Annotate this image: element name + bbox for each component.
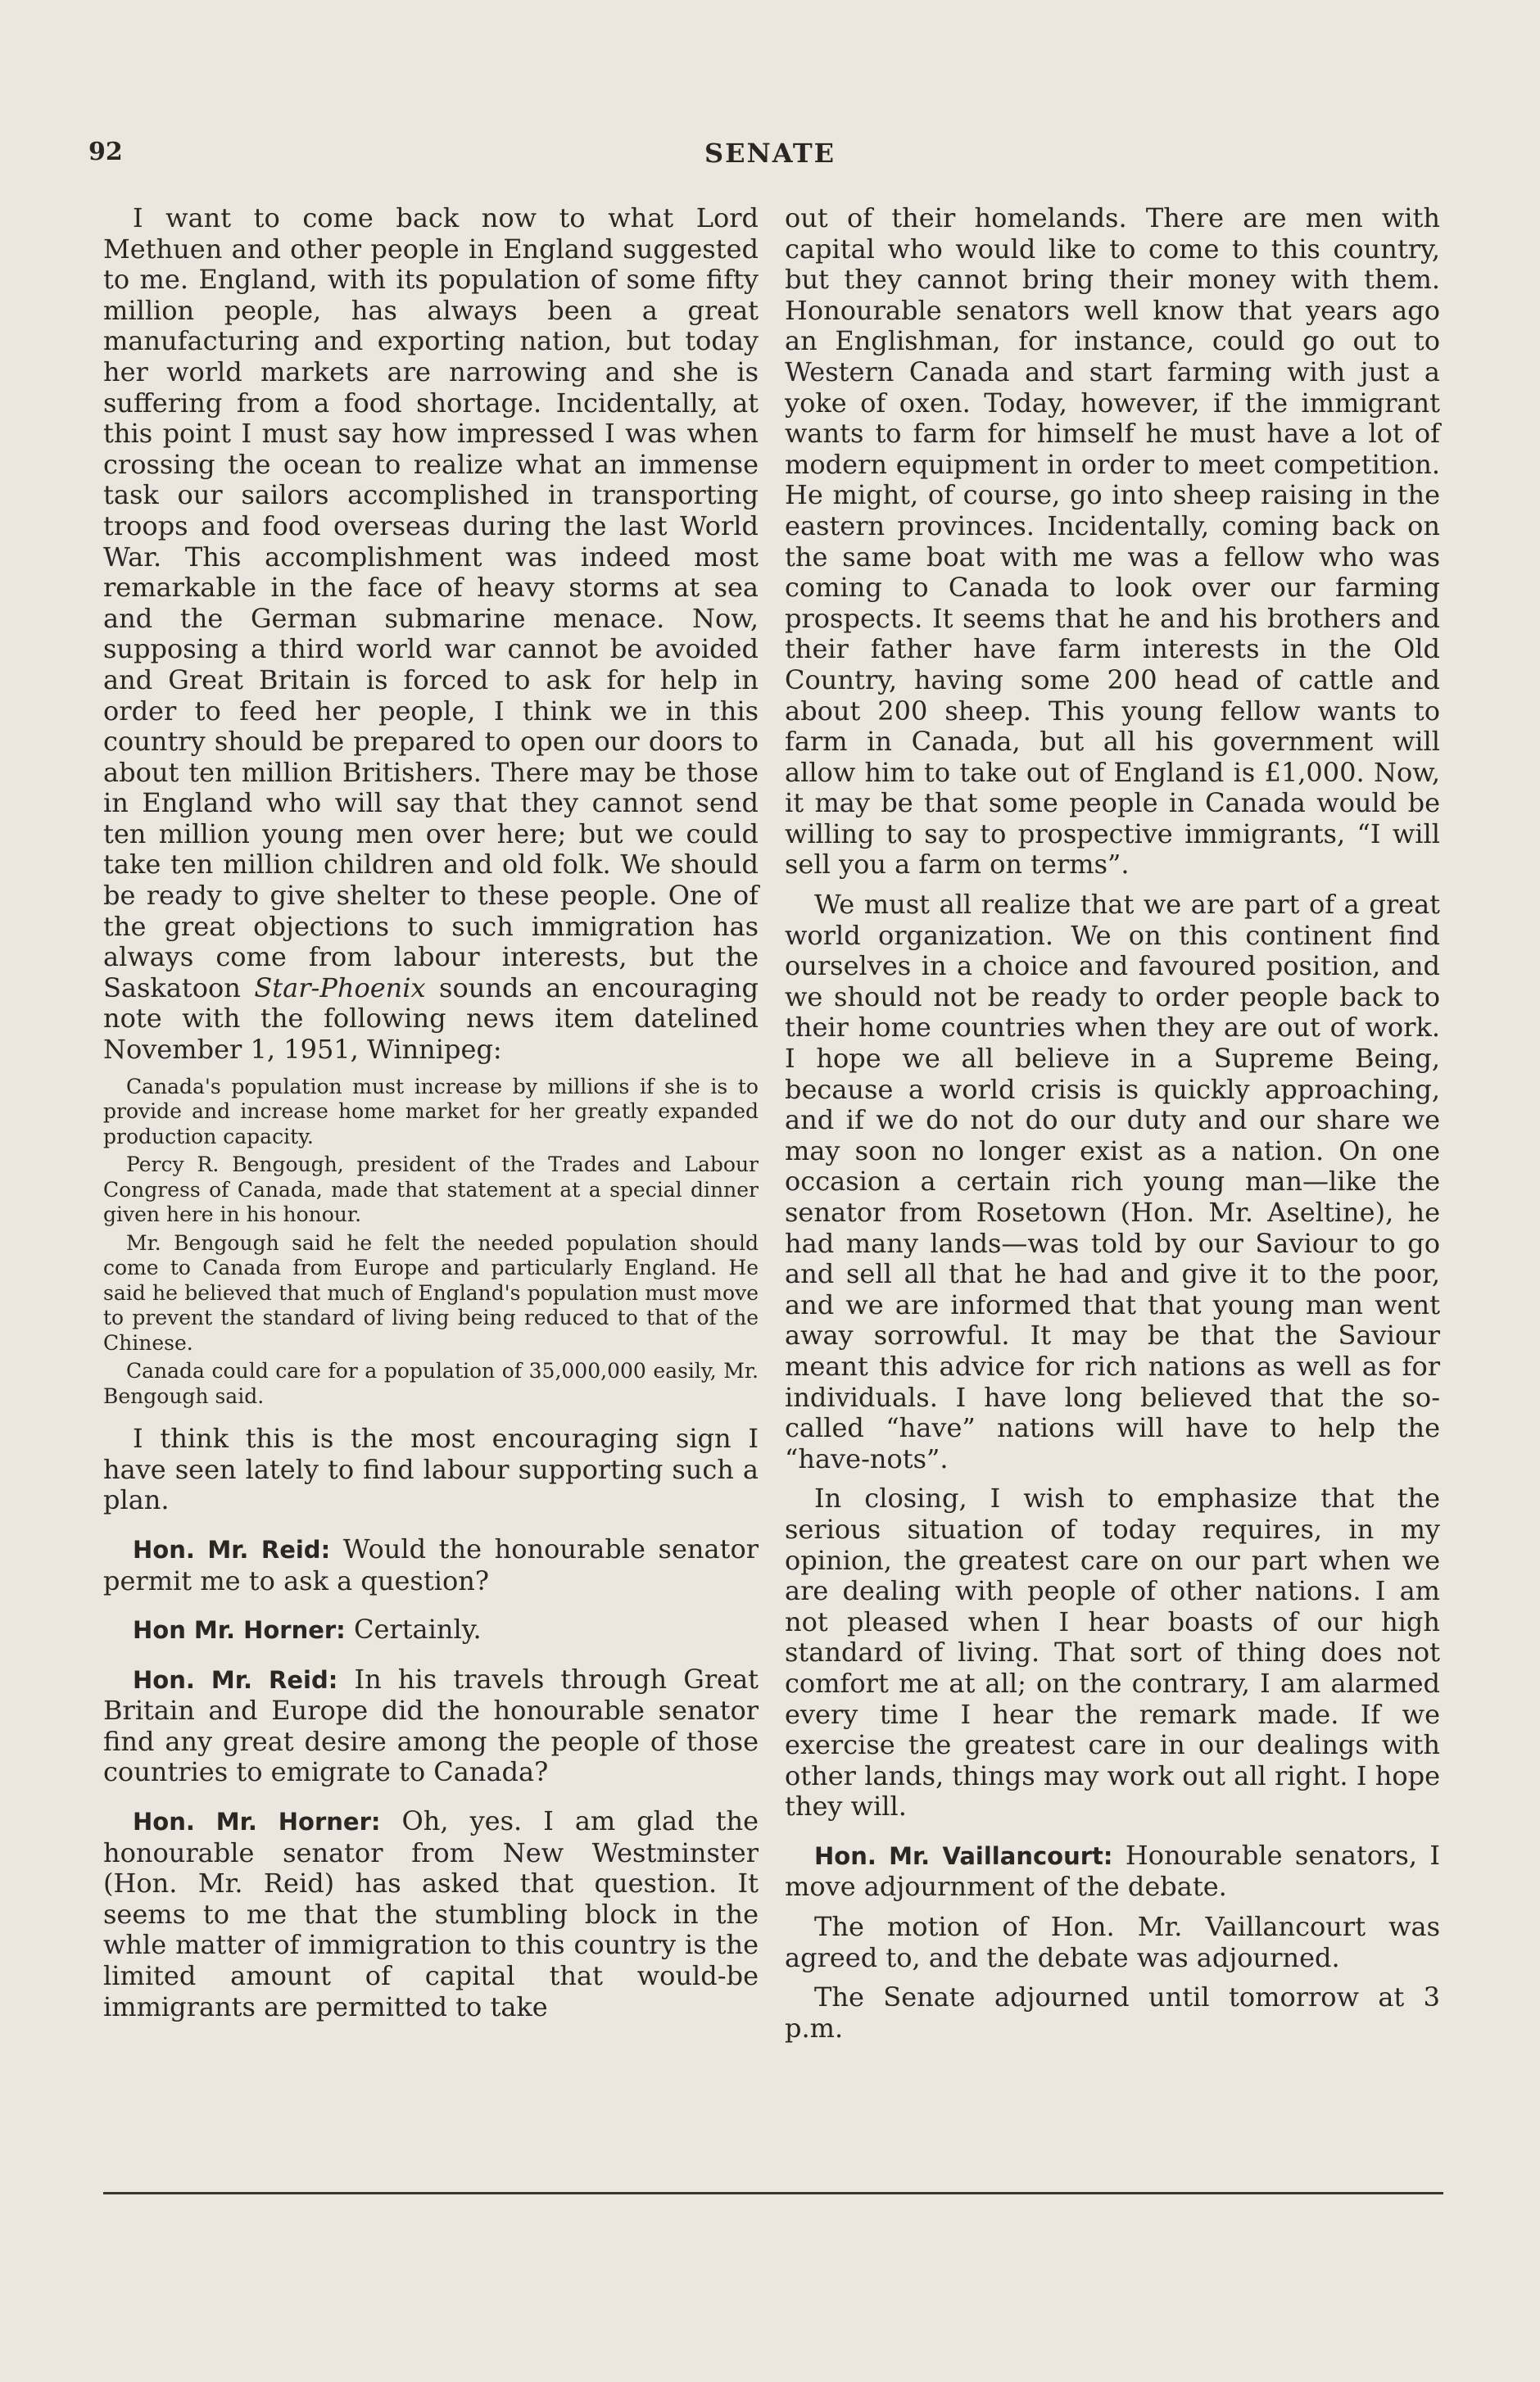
right-column [785,203,1440,2053]
body-paragraph: The Senate adjourned until tomorrow at 3 p.m. [785,1981,1440,2044]
speaker-name: Hon. Mr. Horner: [133,1808,381,1836]
speaker-name: Hon. Mr. Reid: [133,1665,338,1694]
speech-paragraph [103,1664,759,1788]
body-paragraph [103,203,759,1066]
speech-text: Would the honourable senator permit me to ask a question? [103,1533,759,1596]
page-title: SENATE [704,138,836,169]
quote-paragraph: Canada could care for a population of 35,000,000 easily, Mr. Bengough said. [103,1359,759,1408]
body-paragraph: In closing, I wish to emphasize that the serious situation of today requires, in my opinion, the greatest care on our part when we are dealing with people of other nations. I am not pleased when I hear boasts of our high standard of living. That sort of thing does not comfort me at all; on the contrary, I am alarmed every time I hear the remark made. If we exercise the greatest care in our dealings with other lands, things may work out all right. I hope they will. [785,1483,1440,1823]
paragraph-text: sounds an encouraging note with the following news item datelined November 1, 1951, Winnipeg: [103,971,759,1066]
left-column [103,203,759,2031]
speaker-name: Hon. Mr. Reid: [133,1535,331,1564]
speech-text: Certainly. [353,1614,482,1646]
body-paragraph: The motion of Hon. Mr. Vaillancourt was agreed to, and the debate was adjourned. [785,1911,1440,1973]
news-quote [103,1075,759,1410]
speech-paragraph [785,1841,1440,1903]
quote-paragraph: Canada's population must increase by millions if she is to provide and increase home market for her greatly expanded production capacity. [103,1074,759,1148]
body-paragraph: We must all realize that we are part of a great world organization. We on this continent find ourselves in a choice and favoured position, and we should not be ready to order people back to their home countries when they are out of work. I hope we all believe in a Supreme Being, because a world crisis is quickly approaching, and if we do not do our duty and our share we may soon no longer exist as a nation. On one occasion a certain rich young man—like the senator from Rosetown (Hon. Mr. Aseltine), he had many lands—was told by our Saviour to go and sell all that he had and give it to the poor, and we are informed that that young man went away sorrowful. It may be that the Saviour meant this advice for rich nations as well as for individuals. I have long believed that the so-called “have” nations will have to help the “have-nots”. [785,889,1440,1474]
paragraph-text: I want to come back now to what Lord Methuen and other people in England suggested to me. England, with its population of some fifty million people, has always been a great manufacturing and exporting nation, but today her world markets are narrowing and she is suffering from a food shortage. Incidentally, at this point I must say how impressed I was when crossing the ocean to realize what an immense task our sailors accomplished in transporting troops and food overseas during the last World War. This accomplishment was indeed most remarkable in the face of heavy storms at sea and the German submarine menace. Now, supposing a third world war cannot be avoided and Great Britain is forced to ask for help in order to feed her people, I think we in this country should be prepared to open our doors to about ten million Britishers. There may be those in England who will say that they cannot send ten million young men over here; but we could take ten million children and old folk. We should be ready to give shelter to these people. One of the great objections to such immigration has always come from labour interests, but the Saskatoon [103,202,759,1003]
speech-text: Honourable senators, I move adjournment of the debate. [785,1839,1440,1903]
speech-paragraph [103,1614,759,1646]
speaker-name: Hon. Mr. Vaillancourt: [814,1841,1113,1870]
footer-rule [103,2192,1443,2194]
quote-paragraph: Mr. Bengough said he felt the needed population should come to Canada from Europe and particularly England. He said he believed that much of England's population must move to prevent the standard of living being reduced to that of the Chinese. [103,1230,759,1355]
continued-paragraph: out of their homelands. There are men with capital who would like to come to this country, but they cannot bring their money with them. Honourable senators well know that years ago an Englishman, for instance, could go out to Western Canada and start farming with just a yoke of oxen. Today, however, if the immigrant wants to farm for himself he must have a lot of modern equipment in order to meet competition. He might, of course, go into sheep raising in the eastern provinces. Incidentally, coming back on the same boat with me was a fellow who was coming to Canada to look over our farming prospects. It seems that he and his brothers and their father have farm interests in the Old Country, having some 200 head of cattle and about 200 sheep. This young fellow wants to farm in Canada, but all his government will allow him to take out of England is £1,000. Now, it may be that some people in Canada would be willing to say to prospective immigrants, “I will sell you a farm on terms”. [785,202,1440,881]
speech-paragraph [103,1534,759,1596]
speaker-name: Hon Mr. Horner: [133,1616,346,1645]
body-paragraph: I think this is the most encouraging sign I have seen lately to find labour supporting such a plan. [103,1423,759,1516]
page-number: 92 [88,138,123,166]
speech-text: Oh, yes. I am glad the honourable senator from New Westminster (Hon. Mr. Reid) has asked that question. It seems to me that the stumbling block in the whle matter of immigration to this country is the limited amount of capital that would-be immigrants are permitted to take [103,1805,759,2022]
speech-paragraph [103,1806,759,2022]
quote-paragraph: Percy R. Bengough, president of the Trades and Labour Congress of Canada, made that statement at a special dinner given here in his honour. [103,1153,759,1227]
newspaper-name: Star-Phoenix [254,971,426,1003]
speech-text: In his travels through Great Britain and Europe did the honourable senator find any great desire among the people of those countries to emigrate to Canada? [103,1663,759,1788]
